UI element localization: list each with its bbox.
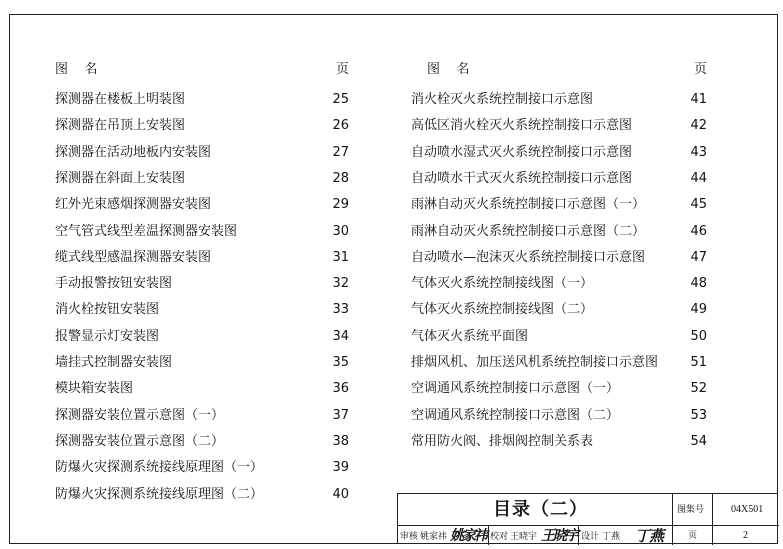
design-label: 设计 [581,532,600,542]
contents-entry-title: 空气管式线型差温探测器安装图 [55,223,238,239]
contents-entry-page: 51 [690,355,707,370]
contents-entry-title: 空调通风系统控制接口示意图（一） [411,381,620,397]
contents-entry-title: 常用防火阀、排烟阀控制关系表 [411,433,594,449]
contents-entry-page: 38 [332,433,349,449]
reviewer-name: 姚家祎 [420,532,448,542]
contents-entry-page: 53 [690,407,707,423]
contents-entry-title: 气体灭火系统控制接线图（一） [411,276,594,292]
contents-entry-page: 26 [332,118,349,134]
contents-entry-title: 防爆火灾探测系统接线原理图（一） [55,460,264,476]
contents-entry-page: 29 [332,197,349,213]
contents-entry-page: 52 [690,381,707,397]
atlas-label: 图集号 [677,505,705,515]
atlas-number: 04X501 [731,504,764,515]
contents-entry-title: 自动喷水—泡沫灭火系统控制接口示意图 [411,249,646,265]
contents-entry-page: 46 [690,223,707,239]
contents-entry-title: 防爆火灾探测系统接线原理图（二） [55,486,264,502]
contents-entry-page: 35 [332,355,349,370]
page-number: 2 [743,530,748,541]
contents-entry-page: 43 [690,144,707,160]
contents-entry-title: 探测器安装位置示意图（二） [55,433,225,449]
title-block [397,493,778,544]
contents-entry-title: 探测器在活动地板内安装图 [55,144,212,160]
contents-entry-page: 40 [332,486,349,502]
contents-entry-title: 消火栓灭火系统控制接口示意图 [411,92,594,107]
contents-entry-page: 44 [690,170,707,186]
contents-entry-page: 49 [690,302,707,318]
contents-entry-title: 自动喷水干式灭火系统控制接口示意图 [411,170,633,186]
contents-entry-title: 探测器安装位置示意图（一） [55,407,225,423]
checker-name: 王晓宇 [510,532,538,542]
contents-entry-page: 36 [332,381,349,397]
contents-entry-title: 消火栓按钮安装图 [55,302,160,318]
left-name-header: 图 名 [55,62,98,77]
contents-entry-page: 27 [332,144,349,160]
contents-entry-title: 墙挂式控制器安装图 [55,355,173,370]
contents-entry-title: 空调通风系统控制接口示意图（二） [411,407,620,423]
title-block-vline [672,494,673,545]
right-name-header: 图 名 [427,62,470,77]
contents-entry-title: 手动报警按钮安装图 [55,276,173,292]
contents-entry-title: 排烟风机、加压送风机系统控制接口示意图 [411,355,659,370]
contents-entry-page: 33 [332,302,349,318]
contents-entry-title: 红外光束感烟探测器安装图 [55,197,212,213]
review-label: 审核 [400,532,419,542]
contents-entry-title: 高低区消火栓灭火系统控制接口示意图 [411,118,633,134]
contents-entry-title: 雨淋自动灭火系统控制接口示意图（一） [411,197,646,213]
contents-entry-page: 31 [332,249,349,265]
title-block-vline [712,494,713,545]
left-page-header: 页 [335,62,349,77]
contents-entry-page: 54 [690,433,707,449]
contents-entry-title: 探测器在楼板上明装图 [55,92,186,107]
contents-entry-page: 32 [332,276,349,292]
contents-entry-title: 自动喷水湿式灭火系统控制接口示意图 [411,144,633,160]
contents-entry-title: 气体灭火系统控制接线图（二） [411,302,594,318]
contents-entry-title: 缆式线型感温探测器安装图 [55,249,212,265]
contents-entry-page: 47 [690,249,707,265]
title-block-divider [672,525,779,526]
contents-entry-page: 37 [332,407,349,423]
page-label: 页 [688,531,698,541]
contents-entry-title: 探测器在斜面上安装图 [55,170,186,186]
right-page-header: 页 [693,62,707,77]
designer-signature: 丁燕 [635,527,664,545]
contents-entry-title: 雨淋自动灭火系统控制接口示意图（二） [411,223,646,239]
contents-entry-page: 45 [690,197,707,213]
checker-signature: 王晓宇 [541,528,577,544]
contents-entry-title: 气体灭火系统平面图 [411,328,529,344]
contents-entry-page: 30 [332,223,349,239]
contents-entry-title: 探测器在吊顶上安装图 [55,118,186,134]
sig-divider [578,525,579,545]
contents-entry-page: 34 [332,328,349,344]
sig-divider [488,525,489,545]
contents-entry-title: 报警显示灯安装图 [55,328,160,344]
contents-entry-page: 48 [690,276,707,292]
contents-entry-title: 模块箱安装图 [55,381,134,397]
contents-entry-page: 42 [690,118,707,134]
contents-entry-page: 28 [332,170,349,186]
contents-entry-page: 39 [332,460,349,476]
reviewer-signature: 姚家祎 [450,528,486,544]
contents-entry-page: 25 [332,92,349,107]
designer-name: 丁燕 [602,532,621,542]
title-block-title: 目录（二） [493,499,588,520]
contents-entry-page: 50 [690,328,707,344]
check-label: 校对 [490,532,509,542]
contents-entry-page: 41 [690,92,707,107]
